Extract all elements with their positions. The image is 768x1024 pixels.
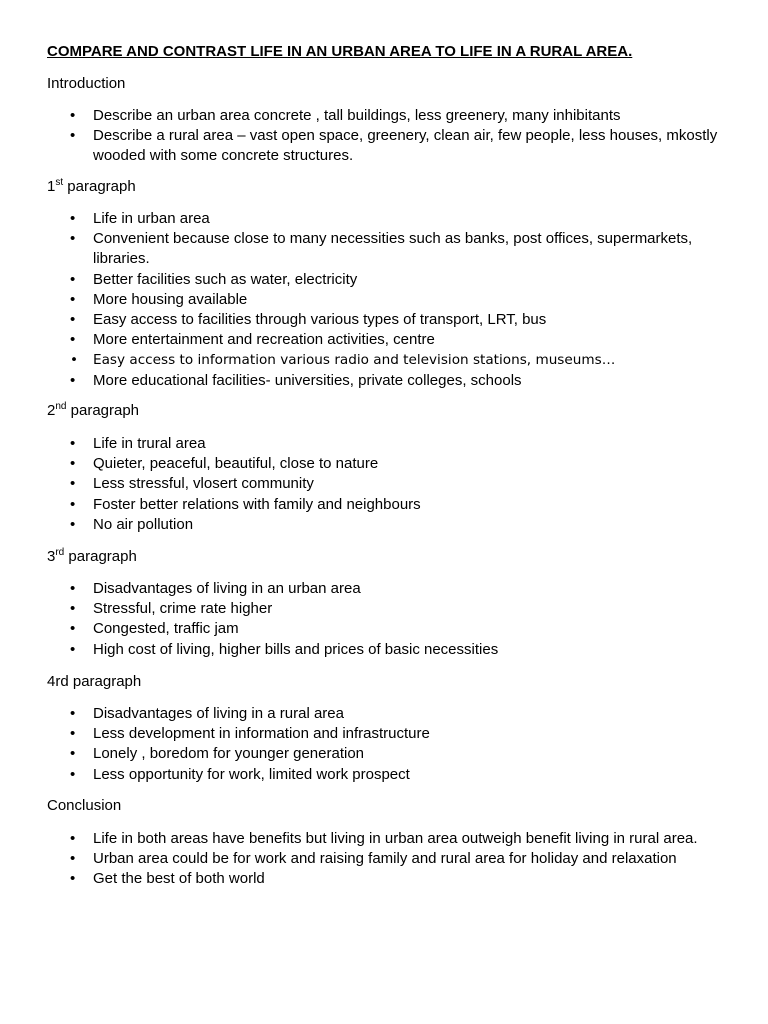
bullet-icon: • (70, 580, 76, 597)
list-item (0, 619, 768, 639)
list-item (0, 474, 768, 494)
list-item (0, 209, 768, 229)
list-item-text: Easy access to facilities through various types of transport, LRT, bus (93, 311, 547, 329)
list-item (0, 454, 768, 474)
bullet-icon: • (70, 705, 76, 722)
list-item-text: Describe an urban area concrete , tall buildings, less greenery, many inhibitants (93, 107, 621, 124)
heading-text: Introduction (47, 75, 126, 92)
bullet-icon: • (70, 371, 76, 389)
list-item (0, 310, 768, 330)
section-heading-paragraph-3 (47, 547, 137, 567)
heading-text: Conclusion (47, 797, 122, 814)
bullet-icon: • (70, 745, 76, 763)
list-item-text: Easy access to information various radio and television stations, museums… (93, 352, 616, 369)
list-item-text: Quieter, peaceful, beautiful, close to nature (93, 455, 379, 473)
list-item-text: Urban area could be for work and raising family and rural area for holiday and relaxation (93, 850, 677, 868)
bullet-icon: • (70, 455, 76, 473)
bullet-icon: • (70, 107, 76, 124)
bullet-icon: • (70, 331, 76, 349)
list-item (0, 869, 768, 889)
list-item-text: Life in trural area (93, 435, 206, 452)
list-item-text: More housing available (93, 290, 248, 308)
list-item (0, 106, 768, 126)
bullet-list-paragraph-3 (0, 579, 768, 660)
bullet-list-paragraph-2 (0, 434, 768, 535)
bullet-icon: • (70, 210, 76, 227)
bullet-icon: • (70, 620, 76, 638)
list-item (0, 434, 768, 454)
list-item (0, 371, 768, 391)
list-item-text: Stressful, crime rate higher (93, 600, 273, 618)
list-item-text: Less opportunity for work, limited work prospect (93, 765, 410, 783)
list-item-text: Lonely , boredom for younger generation (93, 745, 365, 763)
heading-number: 2 (47, 402, 56, 419)
list-item (0, 290, 768, 310)
bullet-icon: • (70, 725, 76, 743)
list-item (0, 515, 768, 535)
document-title: COMPARE AND CONTRAST LIFE IN AN URBAN AREA TO LIFE IN A RURAL AREA. (47, 43, 633, 60)
list-item-text: Convenient because close to many necessities such as banks, post offices, supermarkets, libraries. (93, 230, 693, 268)
list-item (0, 599, 768, 619)
list-item-text: Better facilities such as water, electricity (93, 270, 358, 288)
bullet-icon: • (70, 435, 76, 452)
list-item (0, 640, 768, 660)
bullet-icon: • (70, 127, 76, 145)
bullet-icon: • (70, 475, 76, 493)
list-item-text: Disadvantages of living in an urban area (93, 580, 361, 597)
list-item (0, 704, 768, 724)
bullet-icon: • (70, 230, 76, 248)
list-item (0, 724, 768, 744)
bullet-icon: • (70, 290, 76, 308)
list-item-text: Life in urban area (93, 210, 210, 227)
bullet-list-paragraph-1 (0, 209, 768, 391)
heading-superscript: nd (55, 401, 67, 412)
bullet-icon: • (70, 311, 76, 329)
section-heading-conclusion (47, 796, 121, 816)
list-item (0, 270, 768, 290)
bullet-icon: • (70, 830, 76, 847)
list-item (0, 579, 768, 599)
section-heading-paragraph-2 (47, 401, 139, 421)
list-item (0, 229, 768, 269)
list-item-text: Disadvantages of living in a rural area (93, 705, 344, 722)
bullet-list-paragraph-4 (0, 704, 768, 785)
heading-number: 3 (47, 548, 56, 565)
bullet-icon: • (70, 870, 76, 888)
bullet-icon: • (70, 765, 76, 783)
bullet-icon: • (70, 850, 76, 868)
list-item-text: Get the best of both world (93, 870, 265, 888)
heading-superscript: st (55, 177, 64, 188)
list-item-text: High cost of living, higher bills and prices of basic necessities (93, 640, 499, 658)
list-item-text: More educational facilities- universities, private colleges, schools (93, 371, 522, 389)
bullet-icon: • (70, 515, 76, 533)
list-item (0, 744, 768, 764)
list-item (0, 829, 768, 849)
list-item-text: Less stressful, vlosert community (93, 475, 314, 493)
heading-text: paragraph (64, 548, 137, 565)
bullet-icon: • (70, 600, 76, 618)
heading-text: paragraph (63, 178, 136, 195)
section-heading-paragraph-4 (47, 672, 141, 692)
bullet-list-conclusion (0, 829, 768, 890)
list-item-text: Describe a rural area – vast open space, greenery, clean air, few people, less houses, mkostly wooded with some concrete structures. (93, 127, 718, 165)
bullet-list-introduction (0, 106, 768, 167)
heading-text: paragraph (66, 402, 140, 419)
bullet-icon: • (70, 495, 76, 513)
list-item (0, 126, 768, 166)
bullet-icon: • (70, 352, 79, 369)
heading-number: 1 (47, 178, 56, 195)
list-item (0, 849, 768, 869)
list-item-text: Foster better relations with family and neighbours (93, 495, 421, 513)
bullet-icon: • (70, 640, 76, 658)
section-heading-introduction (47, 74, 125, 94)
heading-text: 4rd paragraph (47, 673, 142, 690)
list-item-text: Congested, traffic jam (93, 620, 239, 638)
list-item (0, 765, 768, 785)
list-item-text: More entertainment and recreation activities, centre (93, 331, 435, 349)
bullet-icon: • (70, 270, 76, 288)
section-heading-paragraph-1 (47, 177, 136, 197)
list-item-text: No air pollution (93, 515, 194, 533)
list-item-text: Less development in information and infrastructure (93, 725, 430, 743)
list-item (0, 495, 768, 515)
heading-superscript: rd (55, 547, 65, 558)
list-item-text: Life in both areas have benefits but living in urban area outweigh benefit living in rural area. (93, 830, 698, 847)
list-item (0, 350, 768, 370)
list-item (0, 330, 768, 350)
